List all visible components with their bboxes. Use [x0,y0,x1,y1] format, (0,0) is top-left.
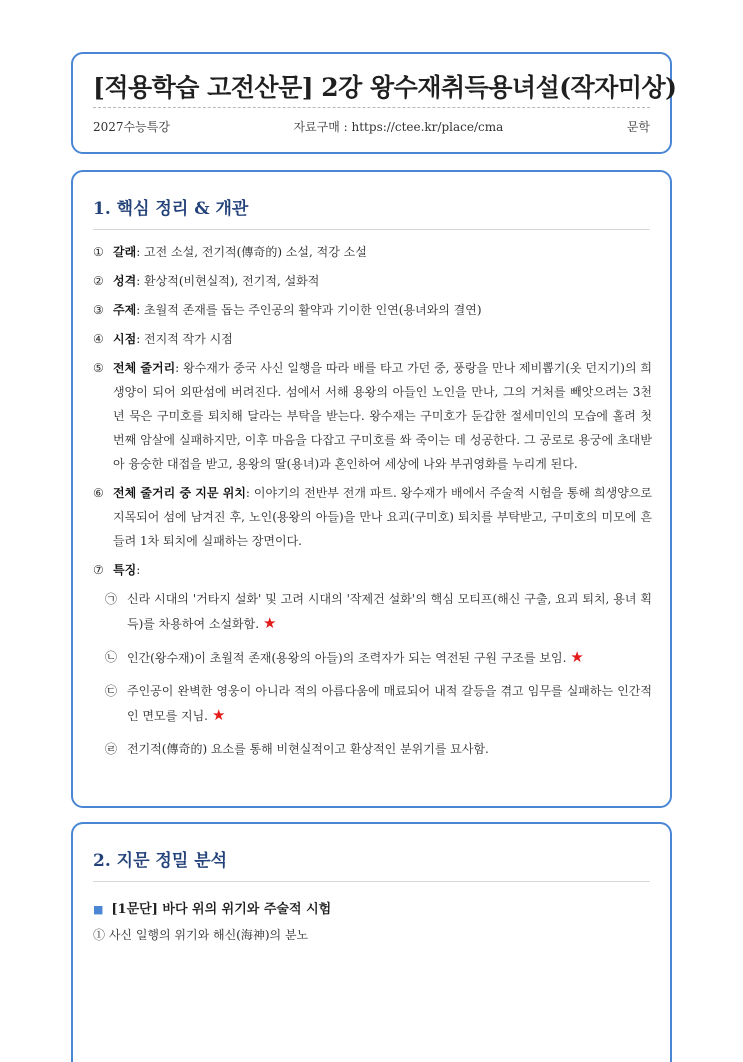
item-label: 시점 [113,332,137,346]
square-bullet-icon: ■ [93,903,104,916]
purchase-link[interactable]: 자료구매 : https://ctee.kr/place/cma [293,120,504,134]
feature-number: ㉡ [105,650,118,664]
feature-number: ㉢ [105,684,118,698]
feature-text: 주인공이 완벽한 영웅이 아니라 적의 아름다움에 매료되어 내적 갈등을 겪고 임무를 실패하는 인간적인 면모를 지님. [127,684,652,723]
item-label: 전체 줄거리 중 지문 위치 [113,486,246,500]
summary-list [93,240,652,770]
list-item [93,240,652,264]
section-title: 2. 지문 정밀 분석 [93,851,228,871]
feature-text: 전기적(傳奇的) 요소를 통해 비현실적이고 환상적인 분위기를 묘사함. [127,742,489,756]
section-title: 1. 핵심 정리 & 개관 [93,199,249,219]
item-number: ⑥ [93,486,104,500]
item-text: : [136,563,141,577]
item-text: : 전지적 작가 시점 [136,332,233,346]
item-label: 전체 줄거리 [113,361,176,375]
feature-text: 신라 시대의 '거타지 설화' 및 고려 시대의 '작제건 설화'의 핵심 모티프(해신 구출, 요괴 퇴치, 용녀 획득)를 차용하여 소설화함. [127,592,652,631]
item-text: : 환상적(비현실적), 전기적, 설화적 [136,274,320,288]
item-label: 특징 [113,563,137,577]
item-number: ③ [93,303,104,317]
list-item [93,327,652,351]
title-divider [93,107,650,108]
item-label: 주제 [113,303,137,317]
feature-item [105,737,652,761]
title-box [71,52,677,154]
list-item [93,356,652,476]
feature-item [105,645,652,670]
item-text: : 초월적 존재를 돕는 주인공의 활약과 기이한 인연(용녀와의 결연) [136,303,482,317]
list-item [93,298,652,322]
item-text: : 고전 소설, 전기적(傳奇的) 소설, 적강 소설 [136,245,367,259]
item-number: ② [93,274,104,288]
item-number: ① [93,245,104,259]
section-text-analysis [71,822,672,1062]
course-label: 2027수능특강 [93,120,170,134]
page-title: [적용학습 고전산문] 2강 왕수재취득용녀설(작자미상) [93,73,677,102]
item-text: : 이야기의 전반부 전개 파트. 왕수재가 배에서 주술적 시험을 통해 희생양으로 지목되어 섬에 남겨진 후, 노인(용왕의 아들)을 만나 요괴(구미호) 퇴치를 부탁받고, 구미호의 미모에 흔들려 1차 퇴치에 실패하는 장면이다. [113,486,652,548]
subject-label: 문학 [626,120,650,134]
star-icon: ★ [263,614,277,632]
list-item [93,481,652,553]
item-label: 성격 [113,274,137,288]
section-divider [93,881,650,882]
star-icon: ★ [570,648,584,666]
section-divider [93,229,650,230]
feature-number: ㉠ [105,592,118,606]
paragraph-heading-text: [1문단] 바다 위의 위기와 주술적 시험 [111,902,332,917]
item-text: : 왕수재가 중국 사신 일행을 따라 배를 타고 가던 중, 풍랑을 만나 제비뽑기(옷 던지기)의 희생양이 되어 외딴섬에 버려진다. 섬에서 서해 용왕의 아들인 노인을 만나, 그의 거처를 빼앗으려는 3천 년 묵은 구미호를 퇴치해 달라는 부탁을 받는다. 왕수재는 구미호가 둔갑한 절세미인의 모습에 홀려 첫 번째 암살에 실패하지만, 이후 마음을 다잡고 구미호를 쏴 죽이는 데 성공한다. 그 공로로 용궁에 초대받아 융숭한 대접을 받고, 용왕의 딸(용녀)과 혼인하여 세상에 나와 부귀영화를 누리게 된다. [113,361,652,471]
analysis-item: ① 사신 일행의 위기와 해신(海神)의 분노 [93,928,309,942]
section-core-summary [71,170,672,808]
item-label: 갈래 [113,245,137,259]
star-icon: ★ [212,706,226,724]
item-number: ⑦ [93,563,104,577]
list-item [93,558,652,582]
paragraph-heading [93,898,331,917]
feature-item [105,679,652,728]
title-meta [93,118,650,135]
item-number: ④ [93,332,104,346]
item-number: ⑤ [93,361,104,375]
feature-number: ㉣ [105,742,118,756]
feature-item [105,587,652,636]
feature-text: 인간(왕수재)이 초월적 존재(용왕의 아들)의 조력자가 되는 역전된 구원 구조를 보임. [127,651,567,665]
list-item [93,269,652,293]
